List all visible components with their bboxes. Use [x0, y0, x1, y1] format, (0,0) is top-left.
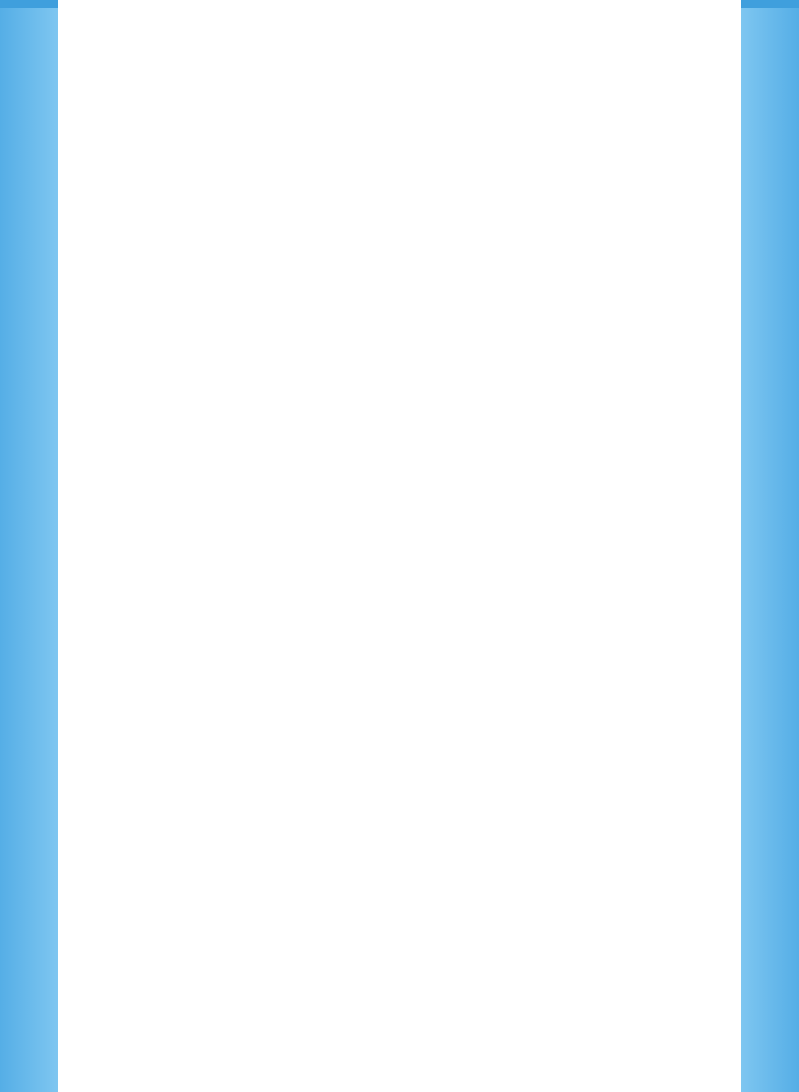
paper — [58, 0, 741, 1092]
